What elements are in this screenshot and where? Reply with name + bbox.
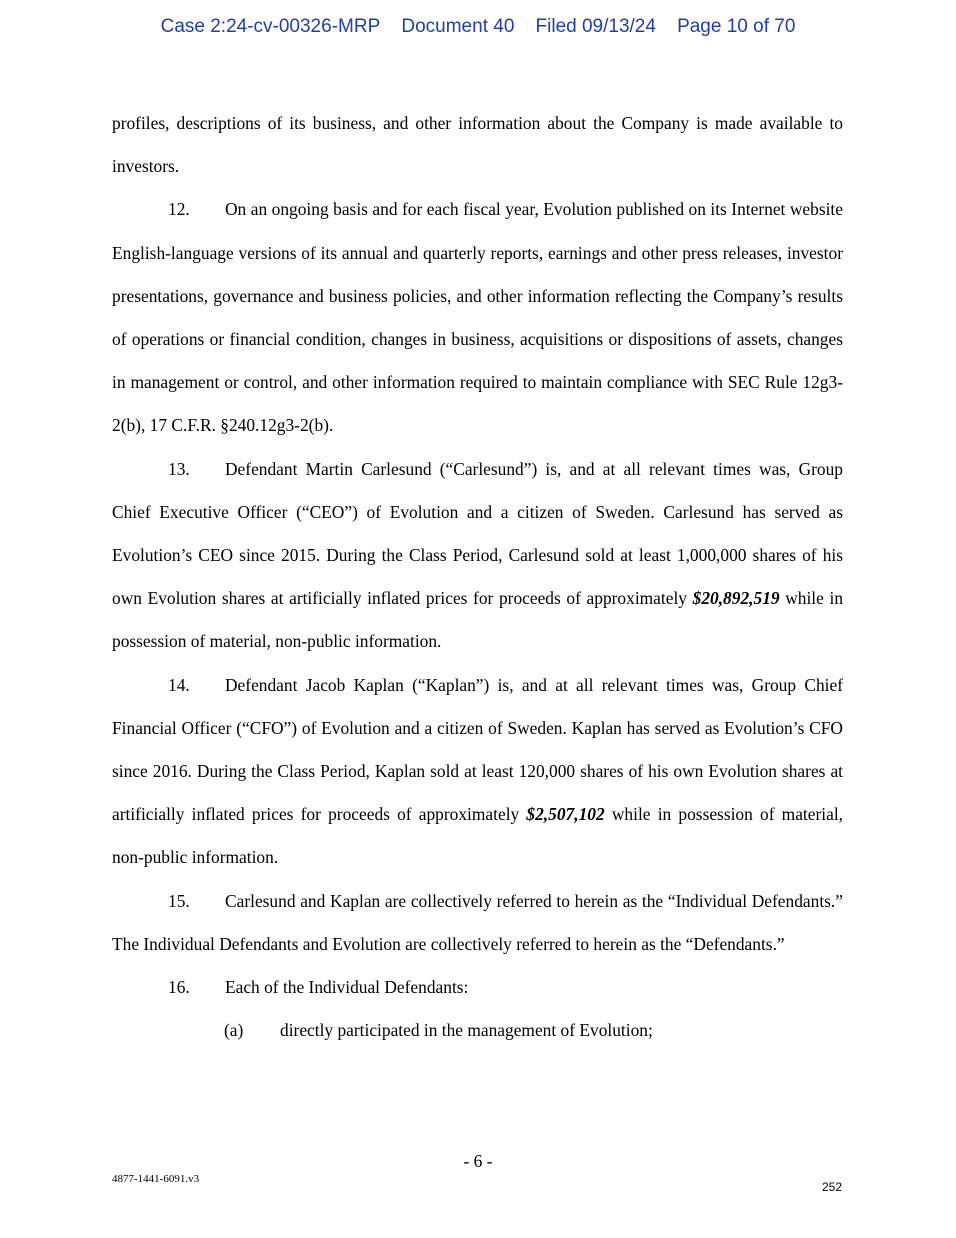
proceeds-amount: $20,892,519: [692, 588, 780, 609]
paragraph-number: 14.: [168, 674, 190, 695]
paragraph-13: [112, 448, 843, 664]
paragraph-text: while in possession of material, non-public information.: [112, 588, 844, 652]
subparagraph-a: [112, 1009, 843, 1052]
paragraph-number: 15.: [168, 890, 190, 911]
document-number: Document 40: [401, 16, 515, 37]
proceeds-amount: $2,507,102: [526, 804, 605, 825]
paragraph-text: On an ongoing basis and for each fiscal year, Evolution published on its Internet website English-language versions of its annual and quarterly reports, earnings and other press releases, investor presentations, governance and business policies, and other information reflecting the Company’s results of operations or financial condition, changes in business, acquisitions or dispositions of assets, changes in management or control, and other information required to maintain compliance with SEC Rule 12g3-2(b), 17 C.F.R. §240.12g3-2(b).: [112, 199, 843, 436]
paragraph-text: Carlesund and Kaplan are collectively referred to herein as the “Individual Defendants.” The Individual Defendants and Evolution are collectively referred to herein as the “Defendants.”: [112, 890, 843, 954]
paragraph-12: [112, 188, 843, 447]
paragraph-number: 16.: [168, 977, 190, 998]
paragraph-number: 12.: [168, 199, 190, 220]
subparagraph-letter: (a): [224, 1020, 244, 1041]
document-body: [112, 102, 843, 1052]
paragraph-continued: profiles, descriptions of its business, and other information about the Company is made available to investors.: [112, 113, 843, 177]
case-number: Case 2:24-cv-00326-MRP: [160, 16, 381, 37]
paragraph-number: 13.: [168, 458, 190, 479]
paragraph-15: [112, 880, 843, 966]
paragraph-14: [112, 664, 843, 880]
paragraph-16: [112, 966, 843, 1009]
filed-date: Filed 09/13/24: [535, 16, 656, 37]
paragraph-text: Each of the Individual Defendants:: [225, 977, 469, 998]
bates-stamp: 252: [822, 1180, 843, 1194]
page-number: - 6 -: [463, 1151, 493, 1171]
paragraph-text: while in possession of material, non-public information.: [112, 804, 843, 868]
document-id: 4877-1441-6091.v3: [112, 1173, 200, 1185]
paragraph-text: Defendant Jacob Kaplan (“Kaplan”) is, and at all relevant times was, Group Chief Financial Officer (“CFO”) of Evolution and a citizen of Sweden. Kaplan has served as Evolution’s CFO since 2016. During the Class Period, Kaplan sold at least 120,000 shares of his own Evolution shares at artificially inflated prices for proceeds of approximately: [112, 674, 843, 825]
page-indicator: Page 10 of 70: [677, 16, 796, 37]
paragraph-text: Defendant Martin Carlesund (“Carlesund”) is, and at all relevant times was, Group Chief Executive Officer (“CEO”) of Evolution and a citizen of Sweden. Carlesund has served as Evolution’s CEO since 2015. During the Class Period, Carlesund sold at least 1,000,000 shares of his own Evolution shares at artificially inflated prices for proceeds of approximately: [112, 458, 843, 609]
subparagraph-text: directly participated in the management of Evolution;: [280, 1020, 653, 1041]
case-header: [0, 16, 956, 38]
